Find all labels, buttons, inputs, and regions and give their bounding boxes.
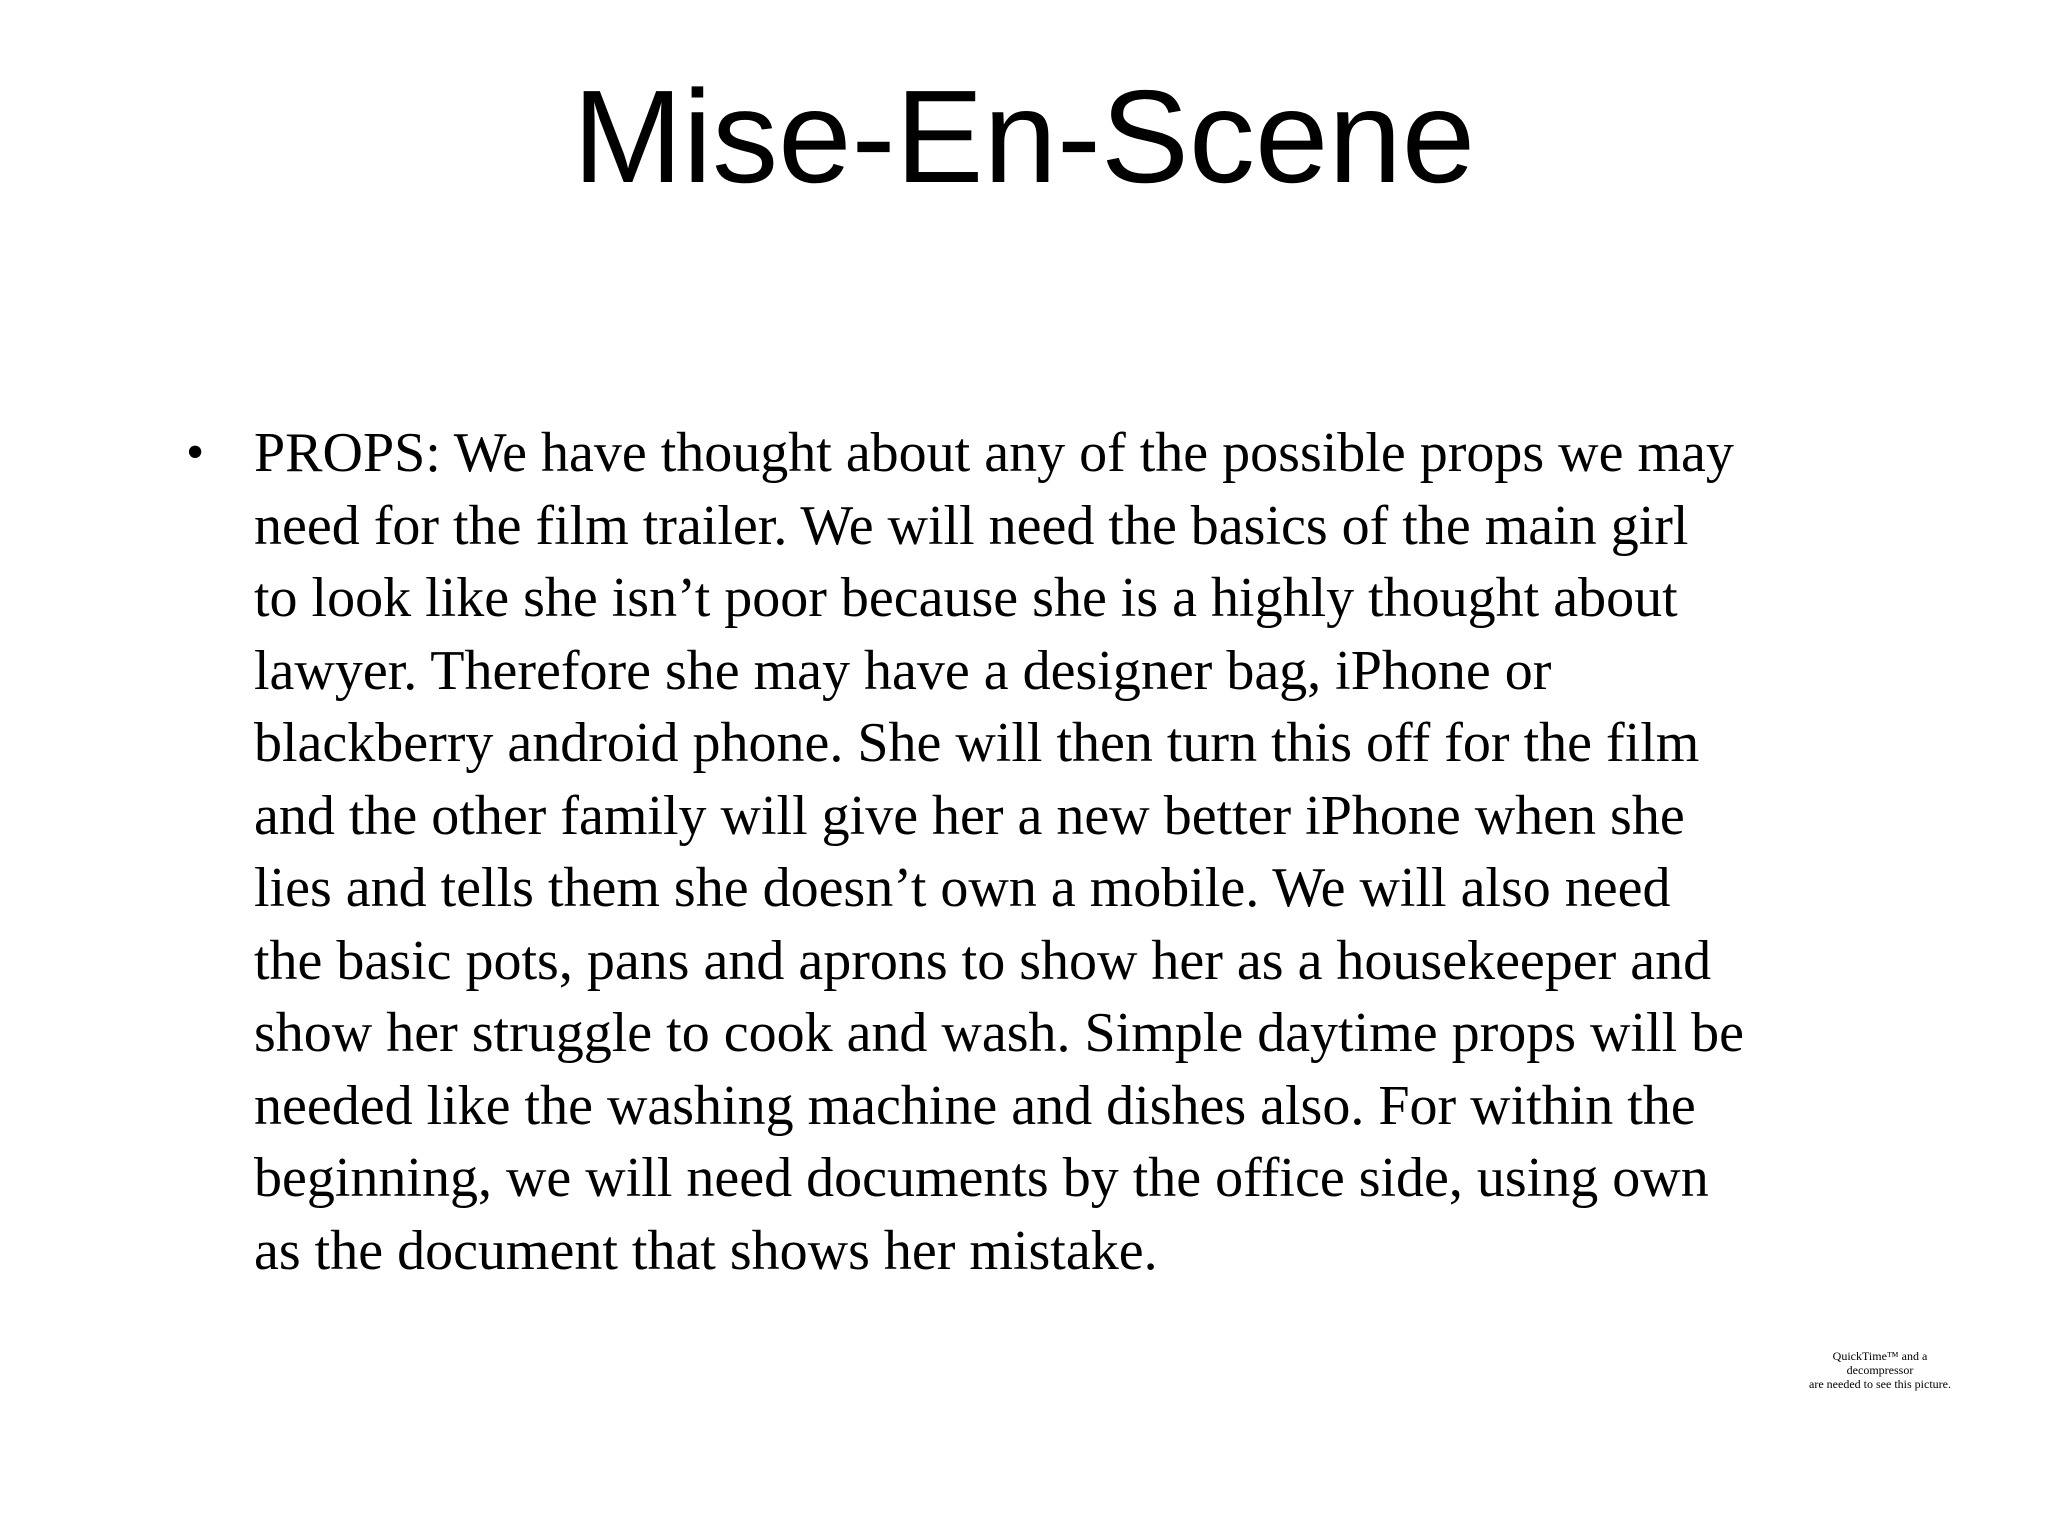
quicktime-note-line: decompressor (1846, 1363, 1914, 1377)
bullet-text-line: lawyer. Therefore she may have a designer bag, iPhone or (254, 639, 1552, 702)
slide-title: Mise-En-Scene (572, 63, 1476, 210)
bullet-text-line: need for the film trailer. We will need the basics of the main girl (254, 494, 1689, 557)
bullet-text-line: blackberry android phone. She will then turn this off for the film (254, 712, 1700, 774)
bullet-text-line: as the document that shows her mistake. (254, 1219, 1158, 1282)
bullet-icon: • (186, 424, 205, 481)
quicktime-placeholder-note (1770, 1349, 1990, 1391)
bullet-list (180, 417, 1920, 1287)
bullet-text-line: beginning, we will need documents by the office side, using own (254, 1147, 1709, 1209)
bullet-text-line: and the other family will give her a new better iPhone when she (254, 784, 1685, 847)
bullet-text-line: lies and tells them she doesn’t own a mobile. We will also need (254, 857, 1671, 919)
bullet-text-line: to look like she isn’t poor because she is a highly thought about (254, 567, 1678, 629)
bullet-item-props (180, 417, 1920, 1287)
quicktime-note-line: are needed to see this picture. (1809, 1377, 1951, 1391)
bullet-text-line: PROPS: We have thought about any of the possible props we may (254, 422, 1734, 484)
bullet-text-line: needed like the washing machine and dishes also. For within the (254, 1074, 1696, 1137)
bullet-text-line: the basic pots, pans and aprons to show her as a housekeeper and (254, 929, 1712, 992)
bullet-text-line: show her struggle to cook and wash. Simple daytime props will be (254, 1002, 1744, 1064)
quicktime-note-line: QuickTime™ and a (1832, 1349, 1928, 1363)
